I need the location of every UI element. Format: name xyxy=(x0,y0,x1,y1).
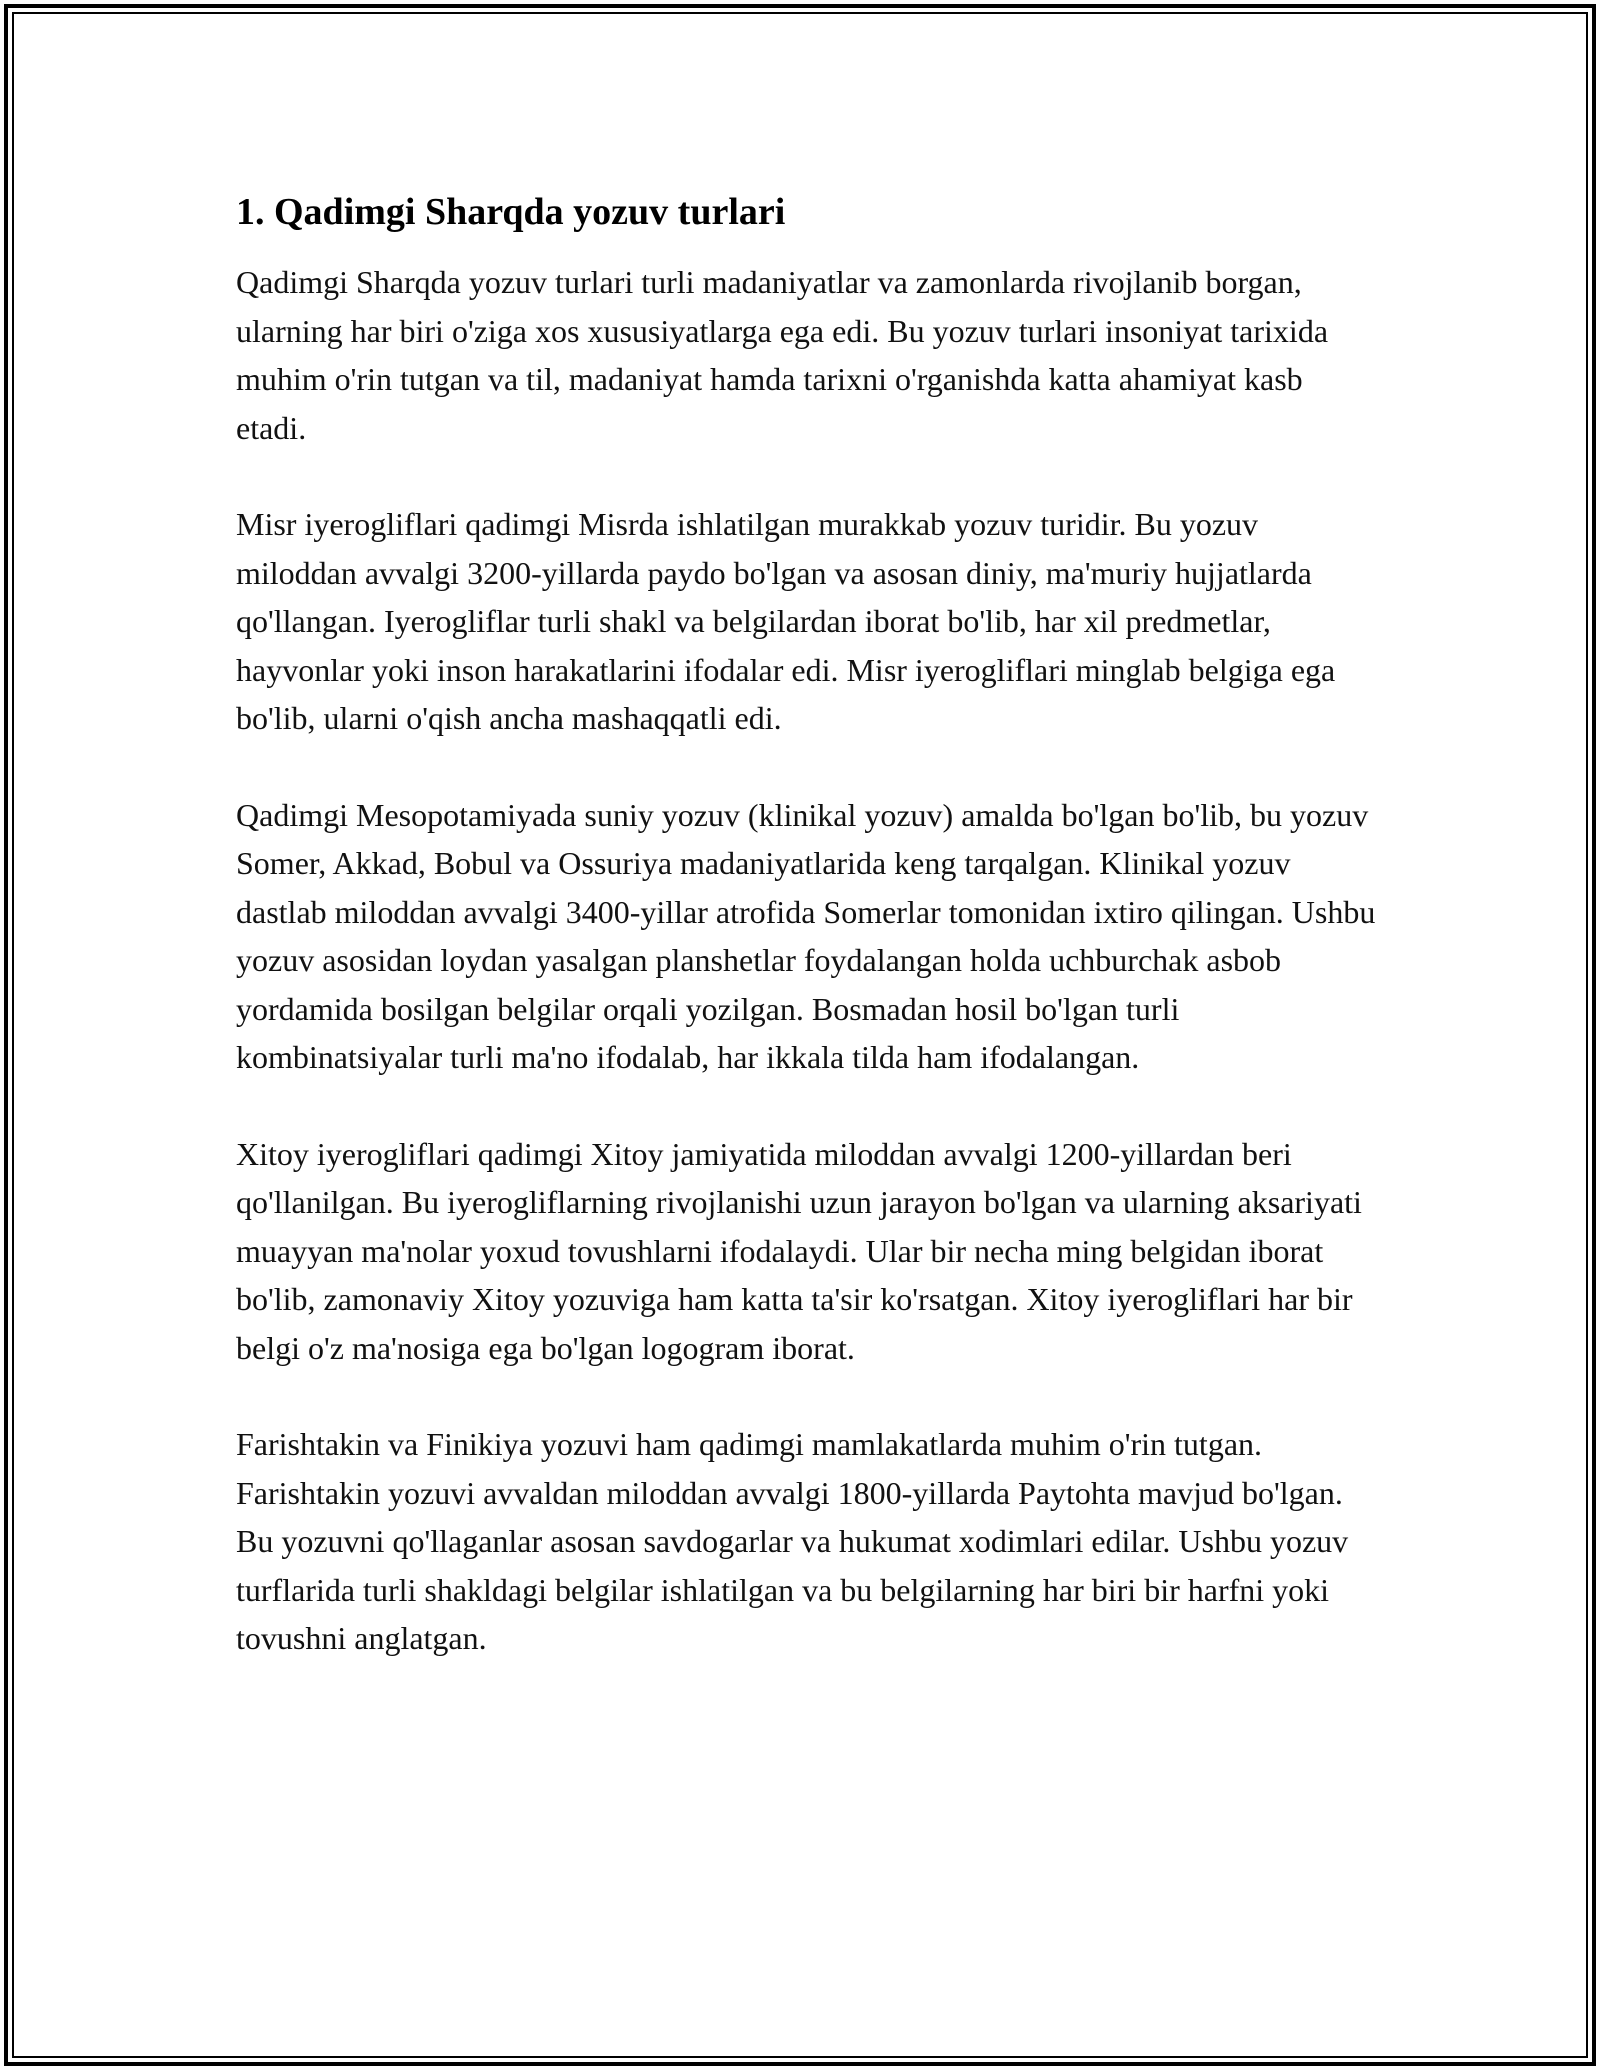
document-body xyxy=(236,186,1376,1663)
paragraph-egyptian-hieroglyphs: Misr iyerogliflari qadimgi Misrda ishlatilgan murakkab yozuv turidir. Bu yozuv miloddan avvalgi 3200-yillarda paydo bo'lgan va asosan diniy, ma'muriy hujjatlarda qo'llangan. Iyerogliflar turli shakl va belgilardan iborat bo'lib, har xil predmetlar, hayvonlar yoki inson harakatlarini ifodalar edi. Misr iyerogliflari minglab belgiga ega bo'lib, ularni o'qish ancha mashaqqatli edi. xyxy=(236,506,1336,736)
paragraph-spacer xyxy=(236,1372,1376,1420)
paragraph-phoenician-script: Farishtakin va Finikiya yozuvi ham qadimgi mamlakatlarda muhim o'rin tutgan. Farishtakin yozuvi avvaldan miloddan avvalgi 1800-yillarda Paytohta mavjud bo'lgan. Bu yozuvni qo'llaganlar asosan savdogarlar va hukumat xodimlari edilar. Ushbu yozuv turflarida turli shakldagi belgilar ishlatilgan va bu belgilarning har biri bir harfni yoki tovushni anglatgan. xyxy=(236,1426,1349,1656)
paragraph-spacer xyxy=(236,743,1376,791)
paragraph-mesopotamian-script: Qadimgi Mesopotamiyada suniy yozuv (klinikal yozuv) amalda bo'lgan bo'lib, bu yozuv Somer, Akkad, Bobul va Ossuriya madaniyatlarida keng tarqalgan. Klinikal yozuv dastlab miloddan avvalgi 3400-yillar atrofida Somerlar tomonidan ixtiro qilingan. Ushbu yozuv asosidan loydan yasalgan planshetlar foydalangan holda uchburchak asbob yordamida bosilgan belgilar orqali yozilgan. Bosmadan hosil bo'lgan turli kombinatsiyalar turli ma'no ifodalab, har ikkala tilda ham ifodalangan. xyxy=(236,796,1376,1075)
paragraph-spacer xyxy=(236,1082,1376,1130)
paragraph-chinese-hieroglyphs: Xitoy iyerogliflari qadimgi Xitoy jamiyatida miloddan avvalgi 1200-yillardan beri qo'llanilgan. Bu iyerogliflarning rivojlanishi uzun jarayon bo'lgan va ularning aksariyati muayyan ma'nolar yoxud tovushlarni ifodalaydi. Ular bir necha ming belgidan iborat bo'lib, zamonaviy Xitoy yozuviga ham katta ta'sir ko'rsatgan. Xitoy iyerogliflari har bir belgi o'z ma'nosiga ega bo'lgan logogram iborat. xyxy=(236,1135,1362,1366)
paragraph-spacer xyxy=(236,452,1376,500)
title-spacer xyxy=(236,238,1376,258)
section-title: 1. Qadimgi Sharqda yozuv turlari xyxy=(236,191,786,233)
paragraph-intro: Qadimgi Sharqda yozuv turlari turli madaniyatlar va zamonlarda rivojlanib borgan, ularning har biri o'ziga xos xususiyatlarga ega edi. Bu yozuv turlari insoniyat tarixida muhim o'rin tutgan va til, madaniyat hamda tarixni o'rganishda katta ahamiyat kasb etadi. xyxy=(236,264,1329,446)
